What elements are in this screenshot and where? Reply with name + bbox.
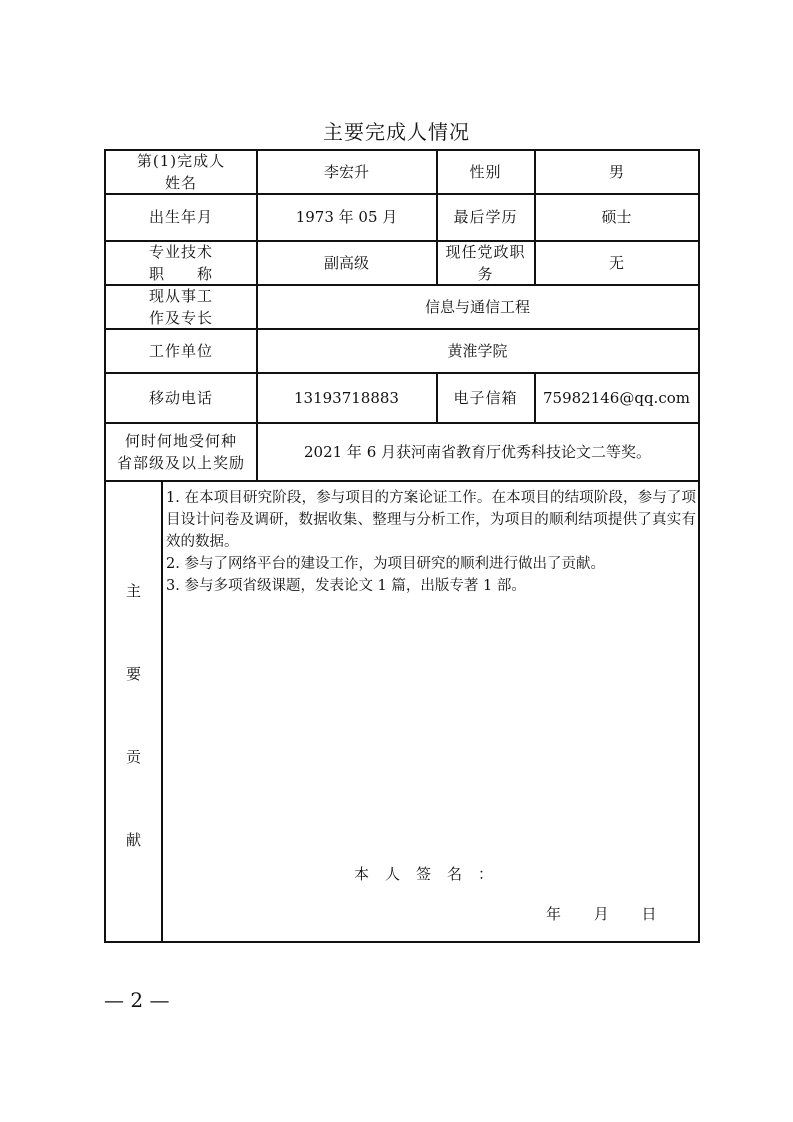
name-label	[106, 151, 256, 193]
signature-date: 年 月 日	[546, 905, 657, 923]
party-post-label	[437, 241, 534, 284]
work-specialty-label-line2: 作及专长	[148, 308, 213, 327]
email-label: 电子信箱	[453, 388, 518, 407]
contribution-paragraph: 2. 参与了网络平台的建设工作，为项目研究的顺利进行做出了贡献。	[166, 556, 605, 572]
professional-title-label-line1: 专业技术	[148, 242, 213, 261]
work-specialty-label-line1: 现从事工	[148, 286, 213, 305]
professional-title-value: 副高级	[323, 253, 369, 272]
work-specialty-label	[106, 285, 256, 328]
name-label-line1: 第(1)完成人	[136, 152, 226, 170]
professional-title-label-line2: 职 称	[148, 264, 213, 283]
work-unit-value: 黄淮学院	[447, 341, 508, 360]
contribution-paragraph: 1. 在本项目研究阶段，参与项目的方案论证工作。在本项目的结项阶段，参与了项目设计问卷及调研，数据收集、整理与分析工作，为项目的顺利结项提供了真实有效的数据。	[166, 490, 696, 550]
contribution-text	[166, 487, 696, 597]
award-label-line2: 省部级及以上奖励	[116, 453, 245, 472]
signature-label: 本人签名：	[354, 865, 510, 883]
award-label	[106, 423, 256, 480]
gender-value: 男	[608, 163, 624, 181]
birth-label: 出生年月	[148, 208, 213, 226]
name-value: 李宏升	[323, 163, 369, 181]
page-number: — 2 —	[104, 988, 170, 1012]
contribution-label-char-1: 主	[125, 582, 141, 600]
contribution-label-char-2: 要	[125, 665, 141, 683]
award-label-line1: 何时何地受何种	[124, 431, 237, 450]
birth-value: 1973 年 05 月	[295, 208, 398, 226]
contribution-label-char-4: 献	[125, 831, 141, 849]
contribution-label-char-3: 贡	[125, 748, 141, 766]
work-unit-label: 工作单位	[148, 341, 213, 360]
professional-title-label	[106, 241, 256, 284]
mobile-phone-label: 移动电话	[148, 388, 213, 407]
gender-label: 性别	[469, 163, 502, 181]
mobile-phone-value: 13193718883	[294, 388, 399, 407]
page-title: 主要完成人情况	[323, 120, 470, 144]
completion-person-form	[104, 149, 700, 943]
party-post-label-line1: 现任党政职	[445, 242, 526, 261]
party-post-value: 无	[608, 253, 624, 272]
education-value: 硕士	[601, 208, 632, 226]
award-value: 2021 年 6 月获河南省教育厅优秀科技论文二等奖。	[303, 442, 652, 461]
name-label-line2: 姓名	[164, 174, 197, 192]
party-post-label-line2: 务	[477, 264, 494, 283]
work-specialty-value: 信息与通信工程	[424, 297, 530, 316]
email-value: 75982146@qq.com	[543, 388, 690, 407]
contribution-paragraph: 3. 参与多项省级课题，发表论文 1 篇，出版专著 1 部。	[166, 578, 526, 594]
education-label: 最后学历	[453, 208, 518, 226]
